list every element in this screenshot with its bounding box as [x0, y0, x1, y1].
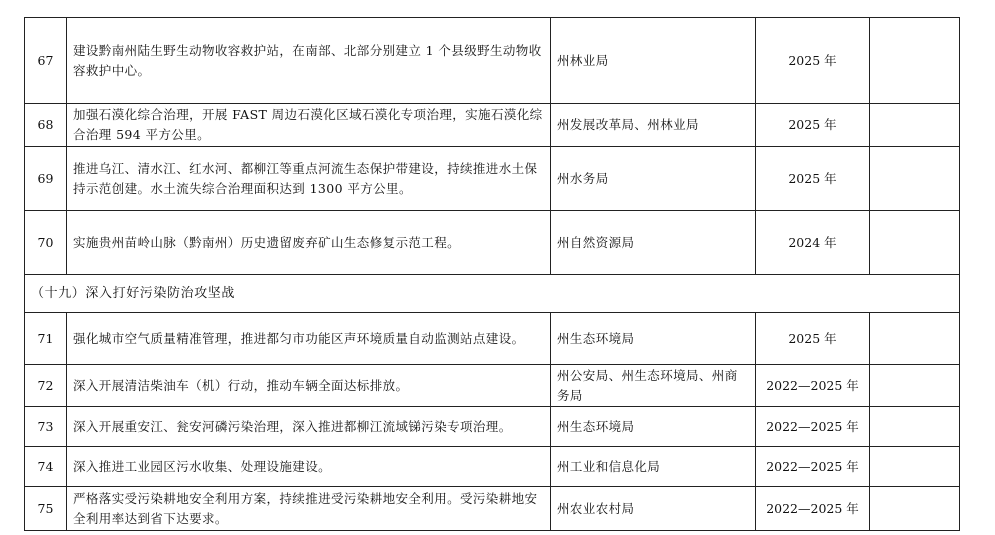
row-number: 70	[25, 211, 67, 275]
task-description: 深入开展重安江、瓮安河磷污染治理，深入推进都柳江流域锑污染专项治理。	[67, 407, 551, 447]
row-number: 71	[25, 313, 67, 365]
responsible-department: 州公安局、州生态环境局、州商务局	[551, 365, 756, 407]
task-description: 强化城市空气质量精准管理，推进都匀市功能区声环境质量自动监测站点建设。	[67, 313, 551, 365]
completion-year: 2022—2025 年	[756, 365, 870, 407]
table-row	[25, 104, 960, 147]
responsible-department: 州水务局	[551, 147, 756, 211]
task-description: 严格落实受污染耕地安全利用方案，持续推进受污染耕地安全利用。受污染耕地安全利用率达到省下达要求。	[67, 487, 551, 531]
responsible-department: 州农业农村局	[551, 487, 756, 531]
table-row	[25, 407, 960, 447]
row-number: 73	[25, 407, 67, 447]
task-description: 推进乌江、清水江、红水河、都柳江等重点河流生态保护带建设，持续推进水土保持示范创建。水土流失综合治理面积达到 1300 平方公里。	[67, 147, 551, 211]
note-cell	[870, 104, 960, 147]
completion-year: 2025 年	[756, 147, 870, 211]
task-description: 实施贵州苗岭山脉（黔南州）历史遗留废弃矿山生态修复示范工程。	[67, 211, 551, 275]
responsible-department: 州生态环境局	[551, 407, 756, 447]
table-row	[25, 147, 960, 211]
note-cell	[870, 407, 960, 447]
table-row	[25, 18, 960, 104]
table-row	[25, 211, 960, 275]
task-table	[24, 17, 960, 531]
note-cell	[870, 487, 960, 531]
row-number: 75	[25, 487, 67, 531]
completion-year: 2024 年	[756, 211, 870, 275]
completion-year: 2022—2025 年	[756, 447, 870, 487]
row-number: 74	[25, 447, 67, 487]
responsible-department: 州生态环境局	[551, 313, 756, 365]
table-row	[25, 487, 960, 531]
completion-year: 2022—2025 年	[756, 407, 870, 447]
table-row	[25, 365, 960, 407]
note-cell	[870, 365, 960, 407]
row-number: 67	[25, 18, 67, 104]
responsible-department: 州林业局	[551, 18, 756, 104]
table-row	[25, 313, 960, 365]
table-row	[25, 447, 960, 487]
note-cell	[870, 147, 960, 211]
note-cell	[870, 313, 960, 365]
row-number: 72	[25, 365, 67, 407]
responsible-department: 州工业和信息化局	[551, 447, 756, 487]
note-cell	[870, 447, 960, 487]
task-description: 深入开展清洁柴油车（机）行动，推动车辆全面达标排放。	[67, 365, 551, 407]
completion-year: 2025 年	[756, 104, 870, 147]
responsible-department: 州自然资源局	[551, 211, 756, 275]
completion-year: 2025 年	[756, 18, 870, 104]
task-description: 加强石漠化综合治理，开展 FAST 周边石漠化区域石漠化专项治理，实施石漠化综合治理 594 平方公里。	[67, 104, 551, 147]
section-row	[25, 275, 960, 313]
task-description: 建设黔南州陆生野生动物收容救护站，在南部、北部分别建立 1 个县级野生动物收容救护中心。	[67, 18, 551, 104]
note-cell	[870, 18, 960, 104]
completion-year: 2025 年	[756, 313, 870, 365]
completion-year: 2022—2025 年	[756, 487, 870, 531]
section-heading: （十九）深入打好污染防治攻坚战	[25, 275, 960, 313]
responsible-department: 州发展改革局、州林业局	[551, 104, 756, 147]
row-number: 69	[25, 147, 67, 211]
task-description: 深入推进工业园区污水收集、处理设施建设。	[67, 447, 551, 487]
row-number: 68	[25, 104, 67, 147]
note-cell	[870, 211, 960, 275]
